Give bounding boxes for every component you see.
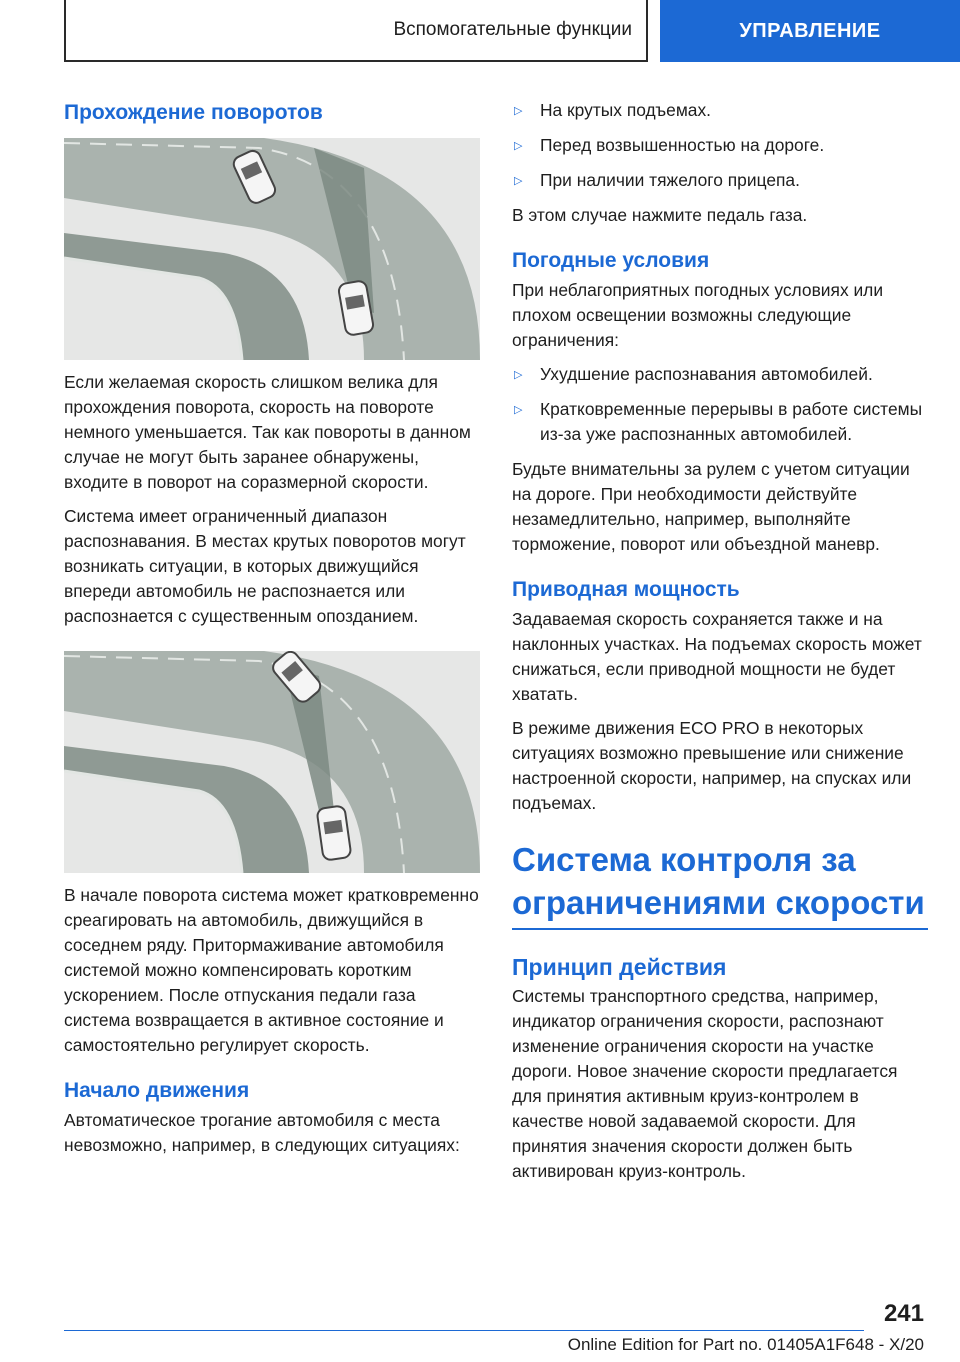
paragraph: Системы транспортного средства, например, индикатор ограничения скорости, распознают изменение ограничения скорости на участке дороги. Новое значение скорости предлагается для принятия активным круиз-контролем в качестве новой задаваемой скорости. Для принятия значения скорости должен быть активирован круиз-контроль. bbox=[512, 986, 898, 1181]
paragraph: Автоматическое трогание автомобиля с места невозможно, например, в следующих ситуациях: bbox=[64, 1110, 460, 1155]
paragraph: Система имеет ограниченный диапазон распознавания. В местах крутых поворотов могут возникать ситуации, в которых движущийся впереди автомобиль не распознается или распознается с существенным опозданием. bbox=[64, 506, 466, 626]
section-title: Вспомогательные функции bbox=[393, 19, 632, 40]
triangle-bullet-icon: ▷ bbox=[514, 105, 523, 117]
bullet-list bbox=[512, 98, 928, 193]
page-header bbox=[0, 0, 960, 66]
list-item: ▷ Ухудшение распознавания автомобилей. bbox=[512, 362, 928, 387]
main-heading: Система контроля за ограничениями скорости bbox=[512, 838, 928, 930]
heading-power: Приводная мощность bbox=[512, 578, 740, 601]
heading-weather: Погодные условия bbox=[512, 249, 710, 272]
list-item: ▷ Кратковременные перерывы в работе системы из-за уже распознанных автомобилей. bbox=[514, 399, 923, 444]
triangle-bullet-icon: ▷ bbox=[514, 404, 523, 416]
paragraph: Будьте внимательны за рулем с учетом ситуации на дороге. При необходимости действуйте незамедлительно, например, выполняйте торможение, поворот или объездной маневр. bbox=[512, 459, 910, 554]
footer-divider bbox=[64, 1330, 864, 1331]
chapter-title: УПРАВЛЕНИЕ bbox=[739, 19, 881, 42]
curve-illustration-1 bbox=[64, 138, 480, 360]
bullet-list bbox=[512, 362, 928, 447]
triangle-bullet-icon: ▷ bbox=[514, 140, 523, 152]
heading-principle: Принцип действия bbox=[512, 954, 727, 980]
paragraph: При неблагоприятных погодных условиях или плохом освещении возможны следующие ограничения: bbox=[512, 280, 884, 350]
triangle-bullet-icon: ▷ bbox=[514, 175, 523, 187]
paragraph: В начале поворота система может кратковременно среагировать на автомобиль, движущийся в соседнем ряду. Притормаживание автомобиля системой можно компенсировать коротким ускорением. После отпускания педали газа система возвращается в активное состояние и самостоятельно регулирует скорость. bbox=[64, 885, 479, 1055]
triangle-bullet-icon: ▷ bbox=[514, 369, 523, 381]
heading-cornering: Прохождение поворотов bbox=[64, 101, 323, 124]
chapter-tab bbox=[660, 0, 960, 62]
page-number: 241 bbox=[883, 1300, 924, 1327]
list-item: ▷ На крутых подъемах. bbox=[512, 98, 928, 123]
footer-text: Online Edition for Part no. 01405A1F648 - X/20 bbox=[567, 1335, 924, 1354]
list-item: ▷ При наличии тяжелого прицепа. bbox=[512, 168, 928, 193]
heading-starting: Начало движения bbox=[64, 1079, 250, 1102]
section-tab bbox=[64, 0, 648, 62]
paragraph: Задаваемая скорость сохраняется также и на наклонных участках. На подъемах скорость может снижаться, если приводной мощности не будет хватать. bbox=[512, 609, 922, 704]
curve-illustration-2 bbox=[64, 651, 480, 873]
right-column bbox=[512, 98, 928, 1193]
paragraph: Если желаемая скорость слишком велика для прохождения поворота, скорость на повороте немного уменьшается. Так как повороты в данном случае не могут быть заранее обнаружены, входите в поворот на соразмерной скорости. bbox=[64, 372, 471, 492]
list-item: ▷ Перед возвышенностью на дороге. bbox=[512, 133, 928, 158]
left-column bbox=[64, 98, 480, 1167]
paragraph: В этом случае нажмите педаль газа. bbox=[512, 205, 808, 225]
paragraph: В режиме движения ECO PRO в некоторых ситуациях возможно превышение или снижение настроенной скорости, например, на спусках или подъемах. bbox=[512, 718, 912, 813]
